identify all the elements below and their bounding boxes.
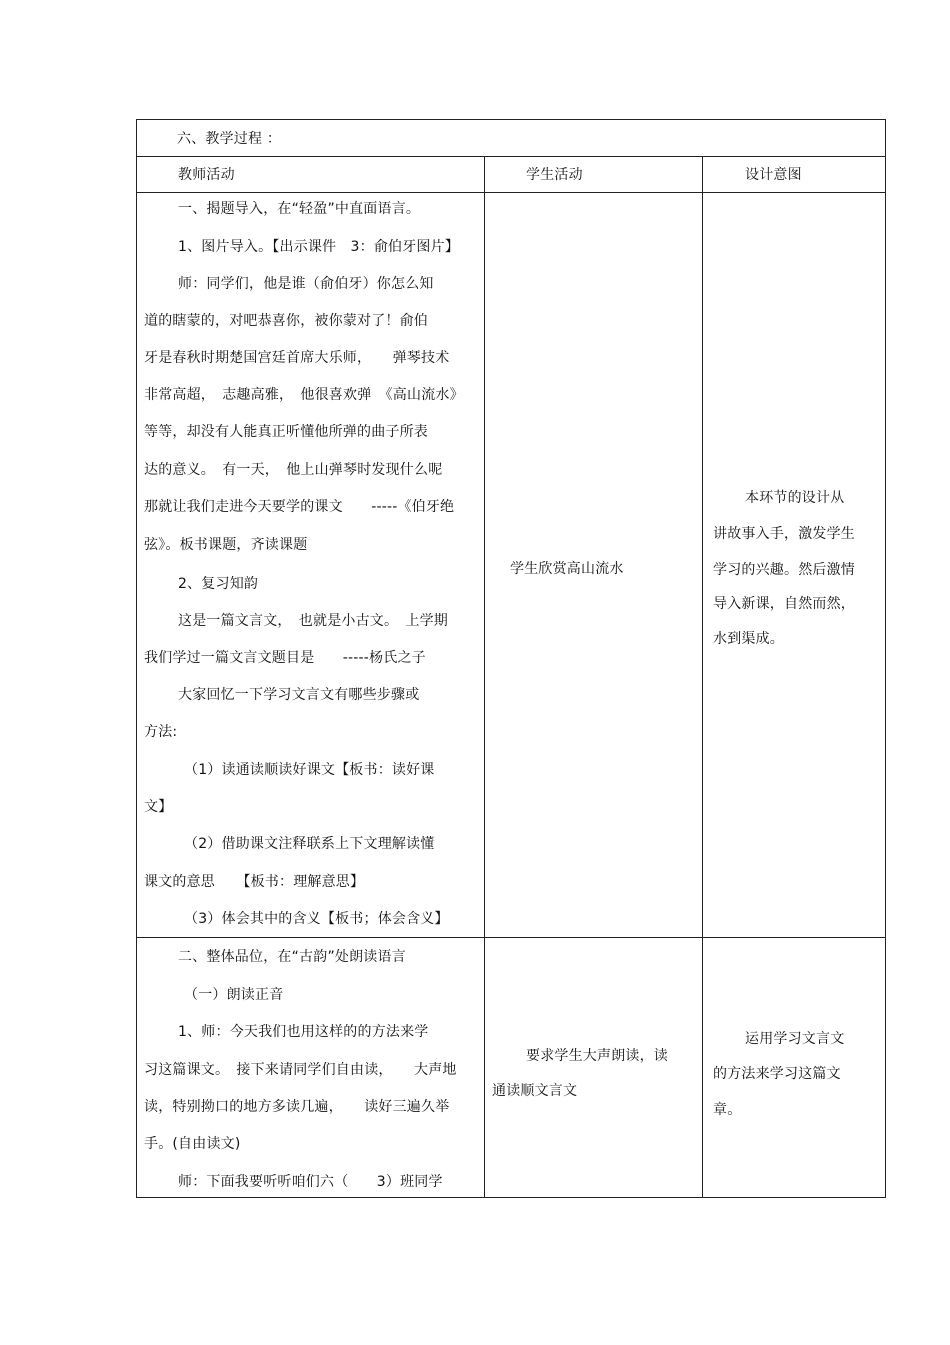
- text-line: 牙是春秋时期楚国宫廷首席大乐师， 弹琴技术: [144, 350, 450, 366]
- text-line: 章。: [713, 1102, 742, 1118]
- text-line: 我们学过一篇文言文题目是 -----杨氏之子: [144, 650, 426, 666]
- text-line: 等等，却没有人能真正听懂他所弹的曲子所表: [144, 424, 428, 440]
- row1-student-activity: 学生欣赏高山流水: [510, 561, 624, 577]
- text-line: 文】: [144, 799, 173, 815]
- text-line: 1、师：今天我们也用这样的的方法来学: [178, 1024, 429, 1040]
- text-line: 二、整体品位，在“古韵”处朗读语言: [178, 949, 406, 965]
- text-line: 水到渠成。: [713, 631, 784, 647]
- text-line: 手。(自由读文): [144, 1136, 241, 1152]
- header-design-intent: 设计意图: [745, 167, 802, 183]
- text-line: （3）体会其中的含义【板书；体会含义】: [184, 911, 449, 927]
- header-teacher-activity: 教师活动: [178, 167, 235, 183]
- text-line: 师：下面我要听听咱们六（ 3）班同学: [178, 1174, 443, 1190]
- text-line: 方法:: [144, 724, 178, 740]
- text-line: 导入新课，自然而然，: [713, 596, 855, 612]
- header-student-activity: 学生活动: [526, 167, 583, 183]
- column-divider: [702, 156, 703, 1198]
- text-line: 道的瞎蒙的，对吧恭喜你，被你蒙对了！俞伯: [144, 313, 428, 329]
- text-line: 那就让我们走进今天要学的课文 -----《伯牙绝: [144, 499, 455, 515]
- text-line: （2）借助课文注释联系上下文理解读懂: [184, 836, 435, 852]
- text-line: （1）读通读顺读好课文【板书：读好课: [184, 762, 435, 778]
- table-rule: [137, 156, 885, 157]
- text-line: 师：同学们，他是谁（俞伯牙）你怎么知: [178, 276, 434, 292]
- text-line: 本环节的设计从: [745, 490, 845, 506]
- text-line: 课文的意思 【板书：理解意思】: [144, 874, 365, 890]
- text-line: 习这篇课文。 接下来请同学们自由读， 大声地: [144, 1062, 457, 1078]
- text-line: 学习的兴趣。然后激情: [713, 562, 855, 578]
- table-rule: [137, 192, 885, 193]
- text-line: 的方法来学习这篇文: [713, 1066, 841, 1082]
- text-line: 运用学习文言文: [745, 1031, 845, 1047]
- text-line: 2、复习知韵: [178, 576, 259, 592]
- teaching-process-table: [136, 119, 886, 1198]
- section-title: 六、教学过程 ：: [177, 131, 282, 147]
- text-line: 通读顺文言文: [492, 1083, 578, 1099]
- text-line: 要求学生大声朗读，读: [526, 1048, 668, 1064]
- text-line: 非常高超， 志趣高雅， 他很喜欢弹 《高山流水》: [144, 387, 464, 403]
- text-line: 达的意义。 有一天， 他上山弹琴时发现什么呢: [144, 462, 443, 478]
- text-line: 一、揭题导入，在“轻盈”中直面语言。: [178, 201, 421, 217]
- text-line: 这是一篇文言文， 也就是小古文。 上学期: [178, 613, 448, 629]
- text-line: 讲故事入手，激发学生: [713, 526, 855, 542]
- table-rule: [137, 937, 885, 938]
- text-line: 弦》。板书课题，齐读课题: [144, 537, 308, 553]
- text-line: 1、图片导入。【出示课件 3：俞伯牙图片】: [178, 239, 460, 255]
- column-divider: [484, 156, 485, 1198]
- text-line: 读，特别拗口的地方多读几遍， 读好三遍久举: [144, 1099, 450, 1115]
- text-line: 大家回忆一下学习文言文有哪些步骤或: [178, 687, 420, 703]
- text-line: （一）朗读正音: [184, 987, 284, 1003]
